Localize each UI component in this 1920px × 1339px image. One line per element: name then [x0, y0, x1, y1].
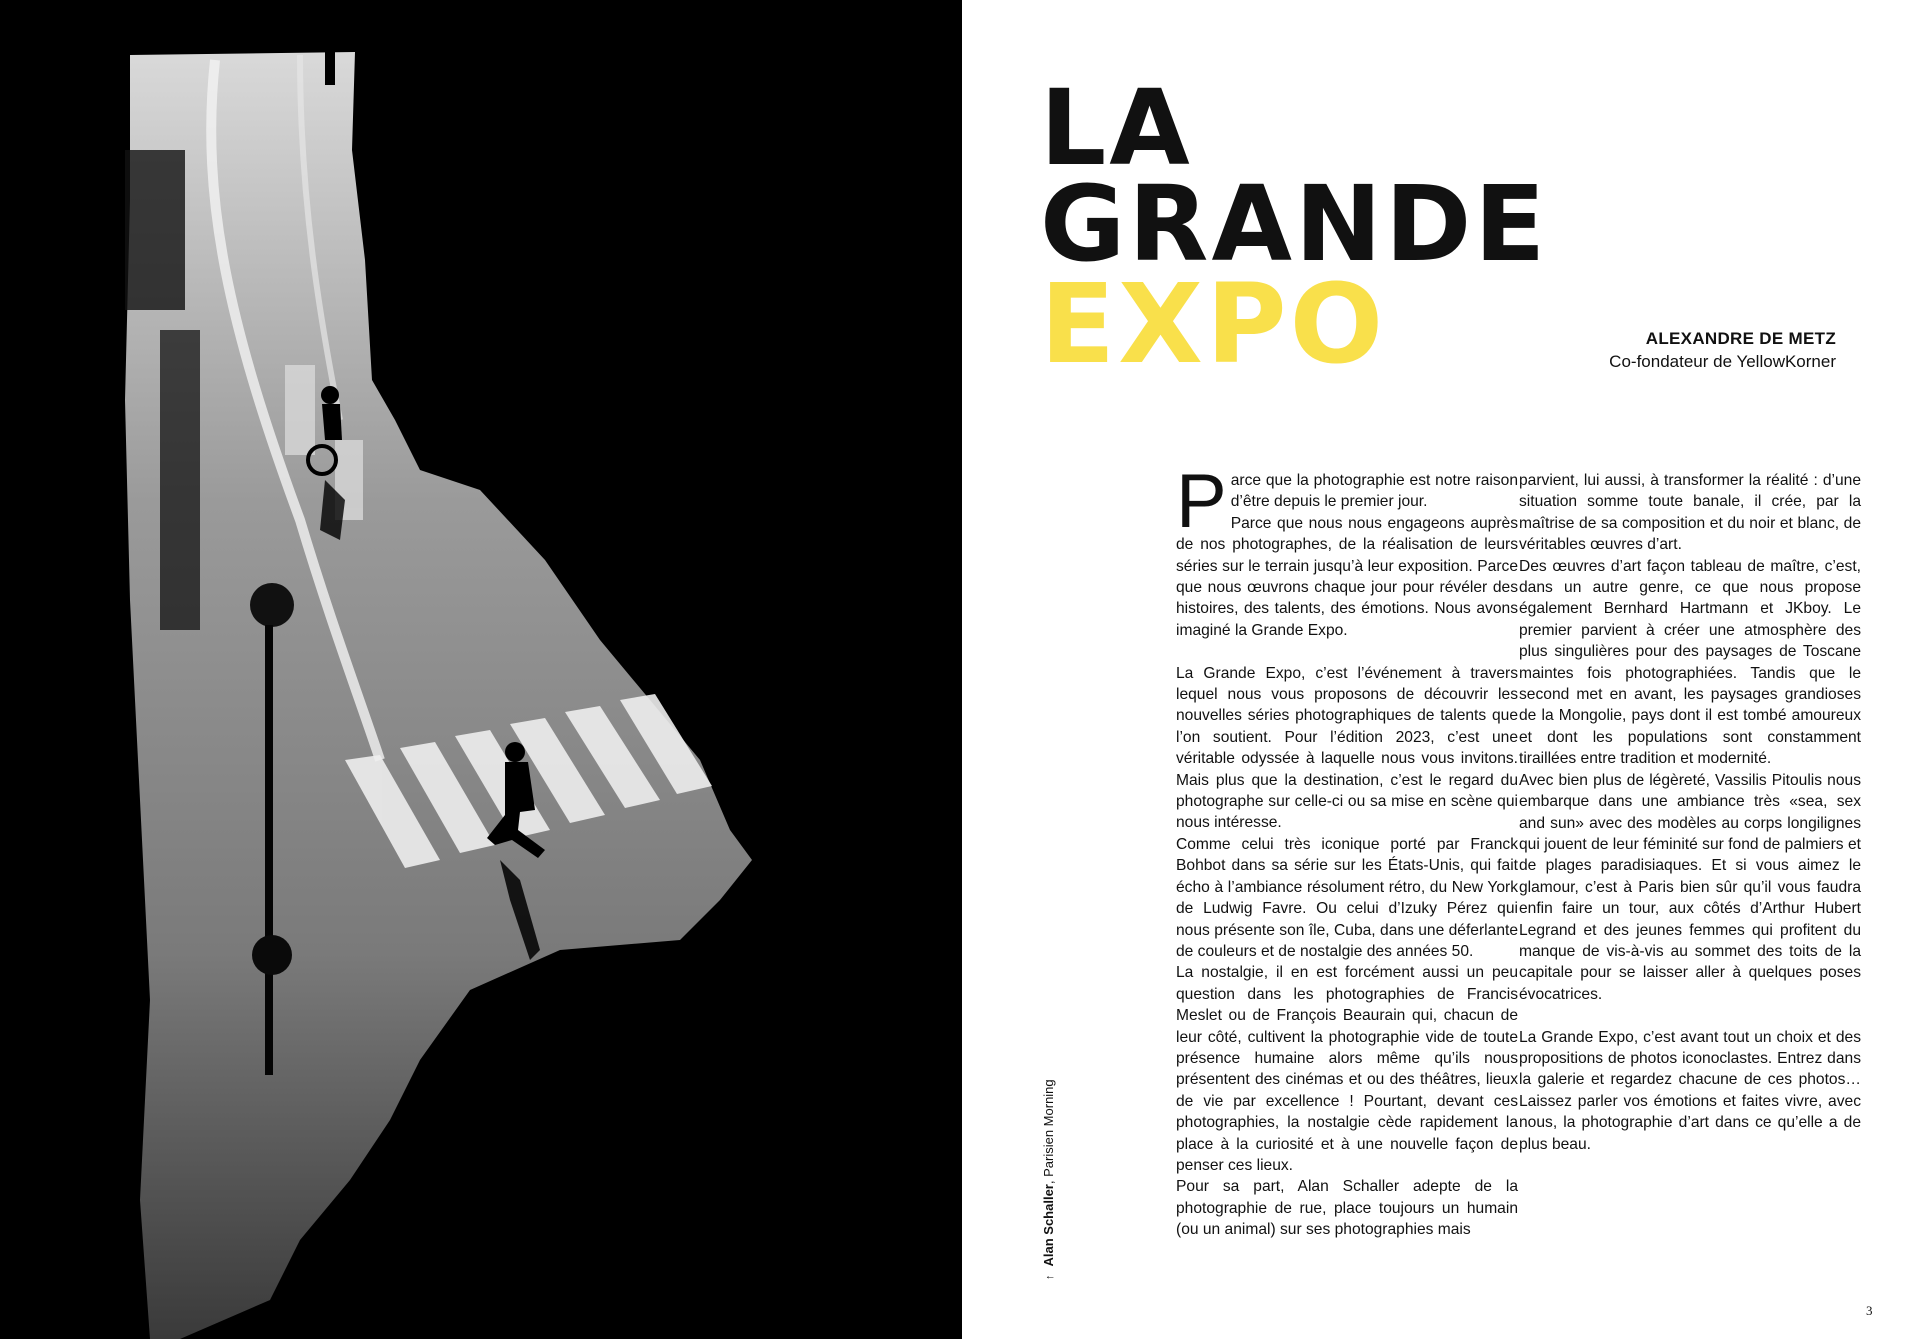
paragraph: La Grande Expo, c’est l’événement à travers lequel nous vous proposons de découvrir les nouvelles séries photographiques de talents que l’on soutient. Pour l’édition 2023, c’est une véritable odyssée à laquelle nous vous invitons. Mais plus que la destination, c’est le regard du photographe sur celle-ci ou sa mise en scène qui nous intéresse.: [1176, 664, 1518, 832]
photo-caption: [1041, 1079, 1056, 1280]
title-line-grande: GRANDE: [1040, 163, 1549, 285]
title-line-expo: EXPO: [1040, 260, 1387, 388]
caption-photographer: Alan Schaller: [1041, 1184, 1056, 1267]
arrow-up-icon: ↑: [1044, 1274, 1056, 1280]
author-role: Co-fondateur de YellowKorner: [1609, 352, 1836, 371]
paragraph: Des œuvres d’art façon tableau de maître, c’est, dans un autre genre, ce que nous propose également Bernhard Hartmann et JKboy. Le premier parvient à créer une atmosphère des plus singulières pour des paysages de Toscane maintes fois photographiées. Tandis que le second met en avant, les paysages grandioses de la Mongolie, pays dont il est tombé amoureux et dont les populations sont constamment tiraillées entre tradition et modernité.: [1519, 557, 1861, 768]
text-column-2: [1519, 470, 1861, 1155]
author-block: [1609, 327, 1836, 373]
paragraph: Parce que la photographie est notre raison d’être depuis le premier jour.: [1176, 459, 1518, 544]
article-title: [1040, 67, 1549, 388]
paragraph: Parce que nous nous engageons auprès de nos photographes, de la réalisation de leurs séries sur le terrain jusqu’à leur exposition. Parce que nous œuvrons chaque jour pour révéler des histoires, des talents, des émotions. Nous avons imaginé la Grande Expo.: [1176, 514, 1518, 639]
paragraph: parvient, lui aussi, à transformer la réalité : d’une situation somme toute banale, il crée, par la maîtrise de sa composition et du noir et blanc, de véritables œuvres d’art.: [1519, 472, 1861, 554]
paragraph: La Grande Expo, c’est avant tout un choix et des propositions de photos iconoclastes. Entrez dans la galerie et regardez chacune de ces photos… Laissez parler vos émotions et faites vivre, avec nous, la photographie d’art dans ce qu’elle a de plus beau.: [1519, 1028, 1861, 1153]
paragraph: Comme celui très iconique porté par Franck Bohbot dans sa série sur les États-Unis, qui fait écho à l’ambiance résolument rétro, du New York de Ludwig Favre. Ou celui d’Izuky Pérez qui nous présente son île, Cuba, dans une déferlante de couleurs et de nostalgie des années 50.: [1176, 835, 1518, 960]
text-column-1: [1176, 459, 1518, 1241]
paragraph: Pour sa part, Alan Schaller adepte de la photographie de rue, place toujours un humain (ou un animal) sur ses photographies mais: [1176, 1178, 1518, 1239]
drop-cap: P: [1176, 459, 1227, 544]
caption-title: , Parisien Morning: [1041, 1079, 1056, 1185]
author-name: ALEXANDRE DE METZ: [1645, 329, 1836, 348]
paragraph: La nostalgie, il en est forcément aussi un peu question dans les photographies de Francis Meslet ou de François Beaurain qui, chacun de leur côté, cultivent la photographie vide de toute présence humaine alors même qu’ils nous présentent des cinémas et ou des théâtres, lieux de vie par excellence ! Pourtant, devant ces photographies, la nostalgie cède rapidement la place à la curiosité et à une nouvelle façon de penser ces lieux.: [1176, 964, 1518, 1174]
paragraph: Avec bien plus de légèreté, Vassilis Pitoulis nous embarque dans une ambiance très «sea, sex and sun» avec des modèles au corps longilignes qui jouent de leur féminité sur fond de palmiers et de plages paradisiaques. Et si vous aimez le glamour, c’est à Paris bien sûr qu’il vous faudra enfin faire un tour, aux côtés d’Arthur Hubert Legrand et des jeunes femmes qui profitent du manque de vis-à-vis au sommet des toits de la capitale pour se laisser aller à quelques poses évocatrices.: [1519, 771, 1861, 1003]
title-line-la: LA: [1040, 67, 1193, 189]
page-number: 3: [1866, 1303, 1873, 1318]
